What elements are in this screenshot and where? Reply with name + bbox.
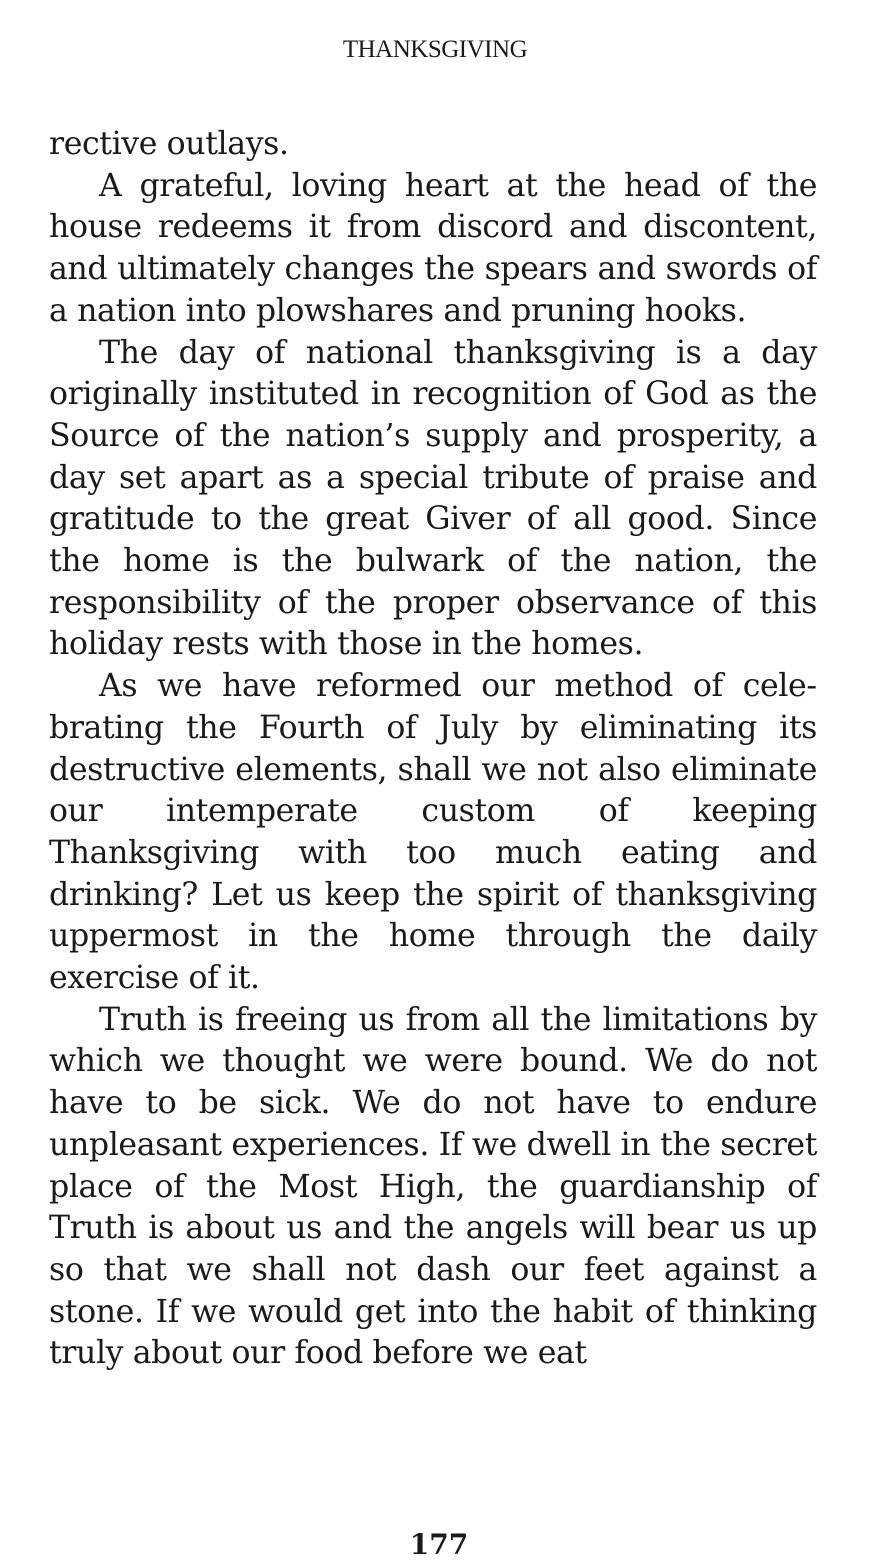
body-text [49,124,817,1375]
page-number: 177 [409,1528,469,1561]
paragraph: Truth is freeing us from all the limitations by which we thought we were bound. We do not have to be sick. We do not have to endure unpleasant experiences. If we dwell in the secret place of the Most High, the guardianship of Truth is about us and the angels will bear us up so that we shall not dash our feet against a stone. If we would get into the habit of thinking truly about our food before we eat [49,1001,817,1372]
paragraph: The day of national thanksgiving is a day originally instituted in recognition of God as the Source of the nation’s supply and prosperity, a day set apart as a special tribute of praise and gratitude to the great Giver of all good. Since the home is the bulwark of the nation, the responsibility of the proper observance of this holiday rests with those in the homes. [49,334,817,663]
paragraph: As we have reformed our method of celebrating the Fourth of July by eliminating its destructive elements, shall we not also eliminate our intemperate custom of keeping Thanksgiving with too much eating and drinking? Let us keep the spirit of thanksgiving uppermost in the home through the daily exercise of it. [49,668,817,997]
running-head: THANKSGIVING [342,36,528,63]
paragraph: rective outlays. [49,126,289,162]
paragraph: A grateful, loving heart at the head of the house redeems it from discord and discontent, and ultimately changes the spears and swords of a nation into plowshares and pruning hooks. [49,167,817,329]
